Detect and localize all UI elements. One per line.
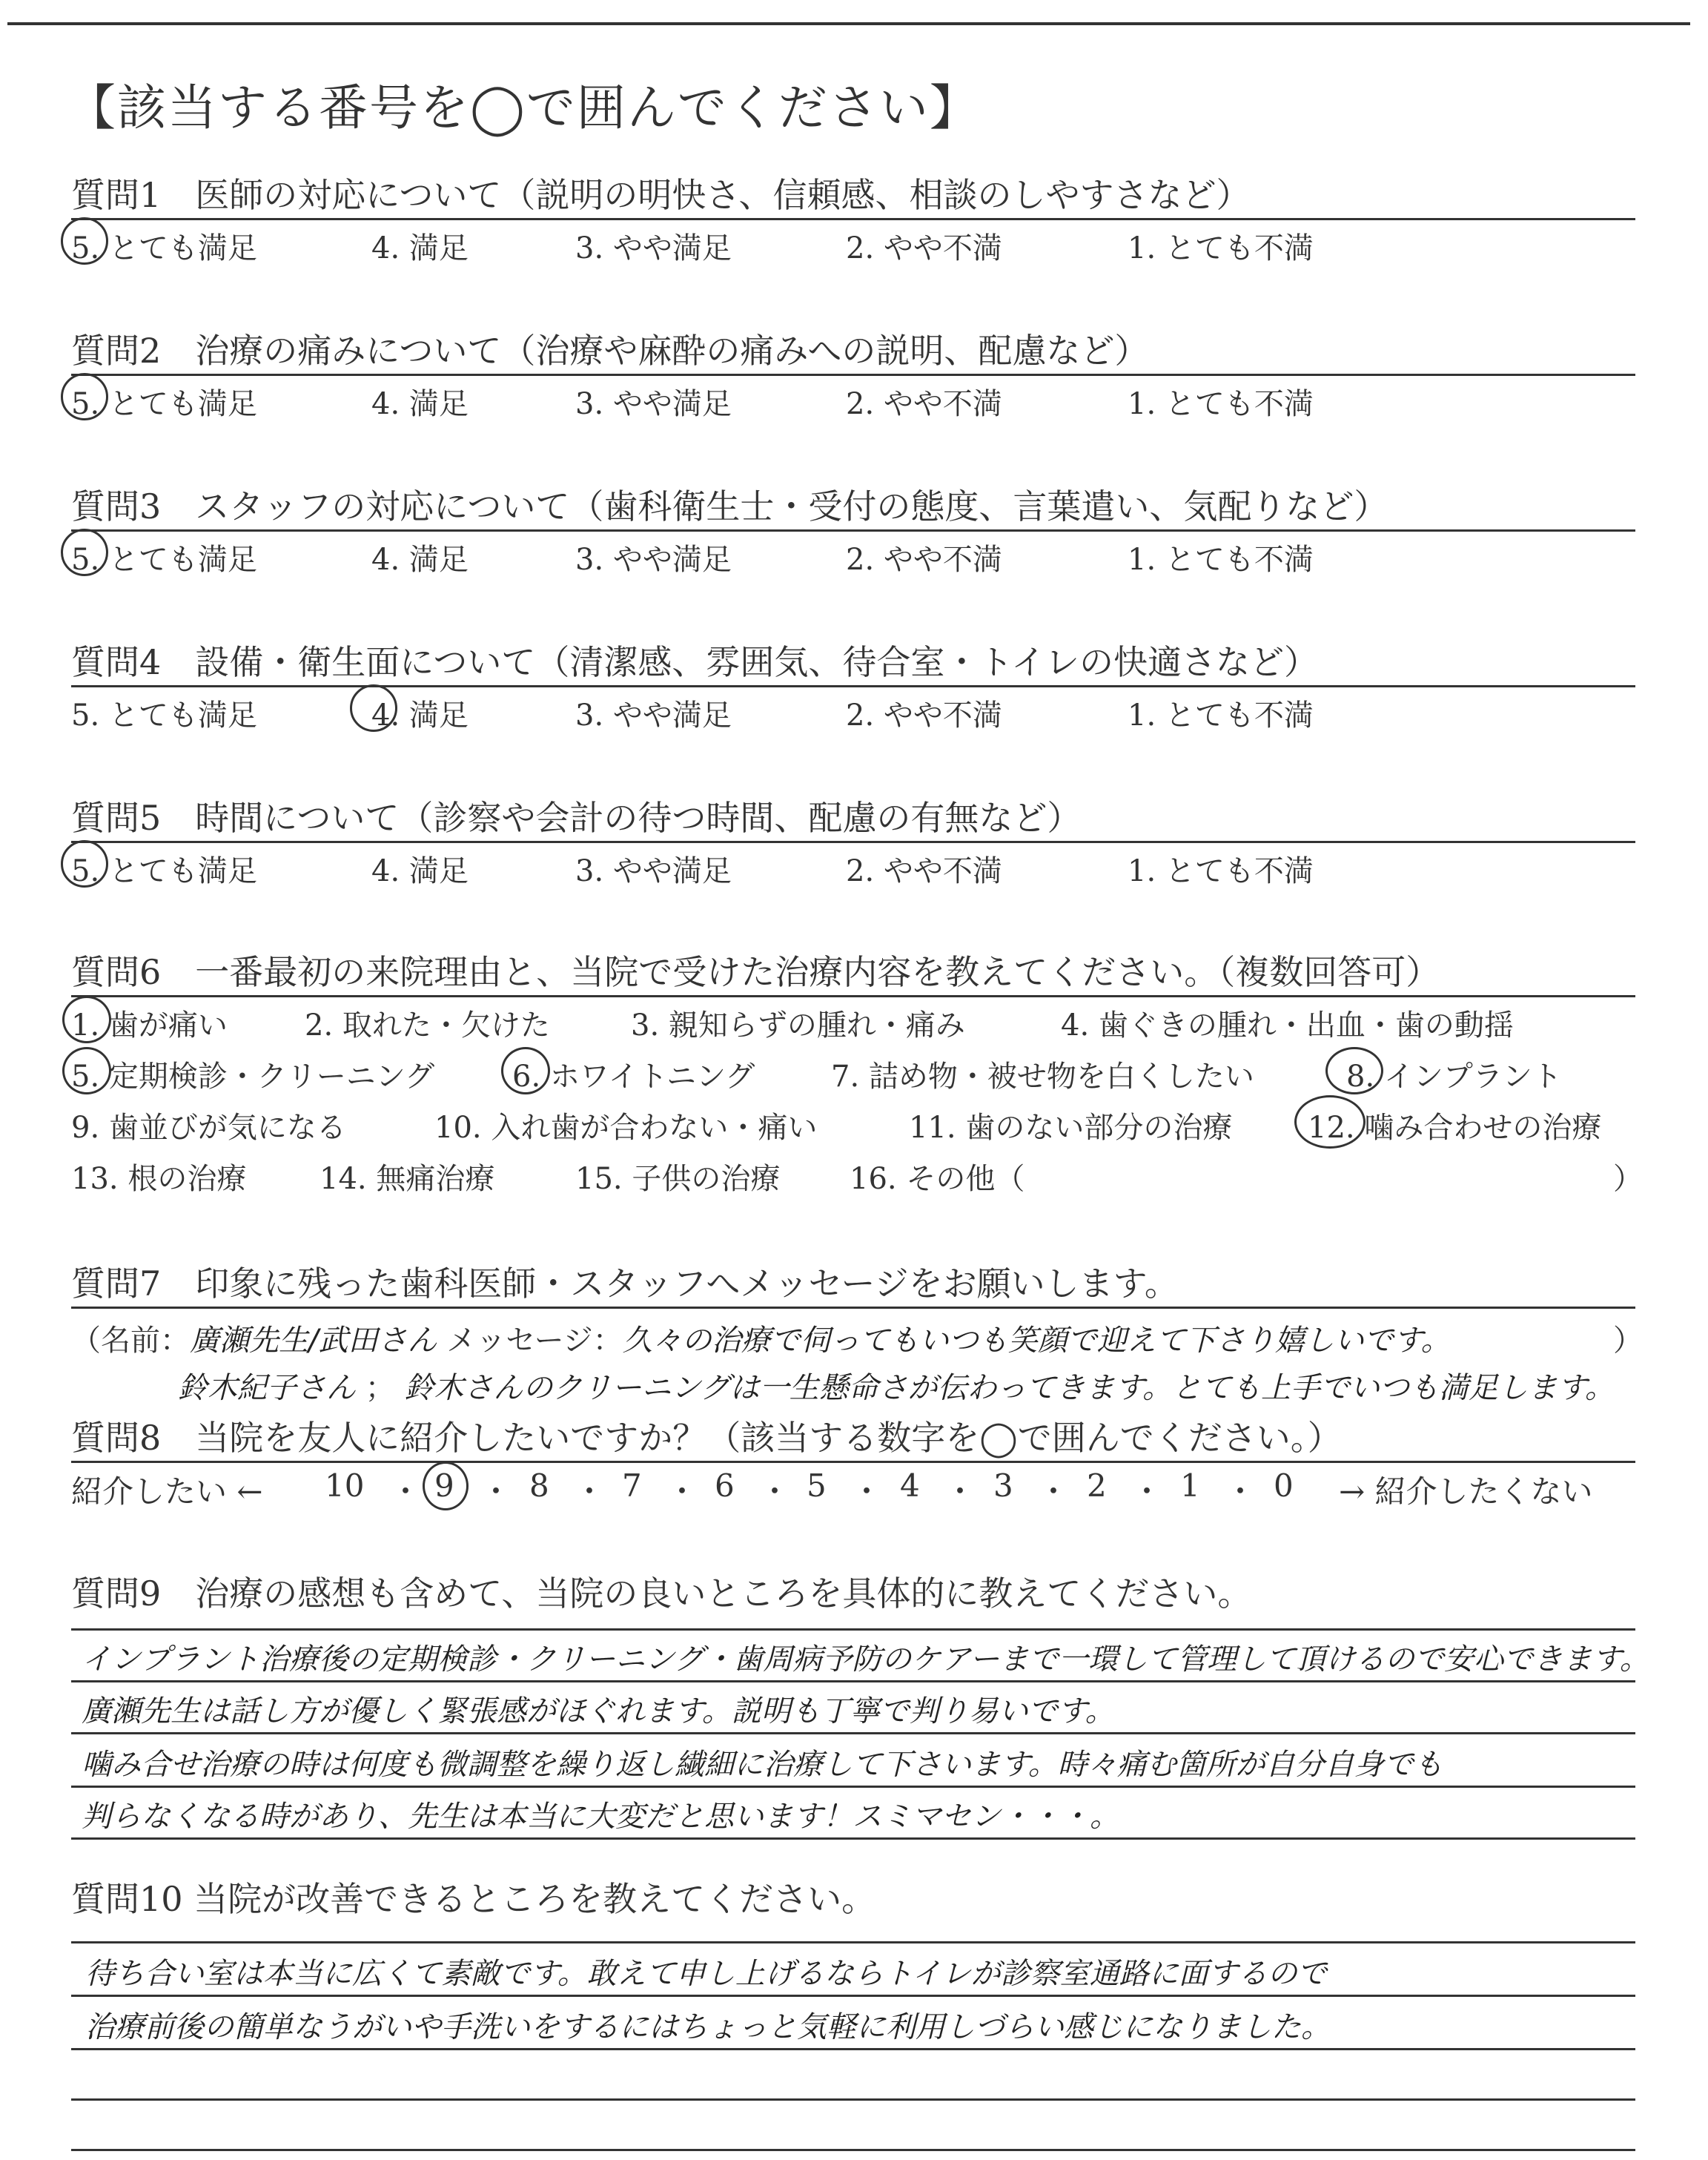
q6-selected-circle-6: [501, 1047, 550, 1094]
q4-option-4[interactable]: 4. 満足: [371, 698, 469, 733]
q6-option-10[interactable]: 10. 入れ歯が合わない・痛い: [434, 1111, 818, 1145]
q6-option-11[interactable]: 11. 歯のない部分の治療: [909, 1111, 1233, 1145]
q8-scale: [71, 1463, 1635, 1510]
page-top-border: [7, 22, 1690, 25]
q6-option-3[interactable]: 3. 親知らずの腫れ・痛み: [631, 1008, 965, 1043]
q8-dot: ・: [944, 1473, 976, 1510]
q8-scale-6[interactable]: 6: [715, 1467, 735, 1504]
q6-option-9[interactable]: 9. 歯並びが気になる: [71, 1111, 346, 1145]
q9-answer-line-2[interactable]: 廣瀬先生は話し方が優しく緊張感がほぐれます。説明も丁寧で判り易いです。: [82, 1694, 1115, 1728]
q3-option-4[interactable]: 4. 満足: [371, 543, 469, 577]
q6-option-12[interactable]: 12. 噛み合わせの治療: [1308, 1111, 1602, 1145]
q6-selected-circle-5: [62, 1047, 111, 1094]
q8-dot: ・: [666, 1473, 698, 1510]
q8-scale-8[interactable]: 8: [529, 1467, 549, 1504]
q6-option-16[interactable]: 16. その他（: [850, 1162, 1025, 1196]
question-1-title: 質問1 医師の対応について（説明の明快さ、信頼感、相談のしやすさなど）: [71, 175, 1251, 215]
question-9-title: 質問9 治療の感想も含めて、当院の良いところを具体的に教えてください。: [71, 1573, 1252, 1614]
q6-row-1: [71, 997, 1635, 1048]
q1-option-5[interactable]: 5. とても満足: [71, 231, 257, 265]
q3-selected-circle: [61, 529, 108, 576]
question-10-title: 質問10 当院が改善できるところを教えてください。: [71, 1879, 876, 1919]
q1-option-1[interactable]: 1. とても不満: [1128, 231, 1314, 265]
q6-option-1[interactable]: 1. 歯が痛い: [71, 1008, 228, 1043]
q5-option-5[interactable]: 5. とても満足: [71, 854, 257, 888]
q6-selected-circle-1: [62, 996, 111, 1043]
q10-answer-line-1[interactable]: 待ち合い室は本当に広くて素敵です。敢えて申し上げるならトイレが診察室通路に面するので: [85, 1957, 1327, 1991]
q8-dot: ・: [390, 1473, 422, 1510]
question-5-title: 質問5 時間について（診察や会計の待つ時間、配慮の有無など）: [71, 798, 1082, 838]
q8-dot: ・: [480, 1473, 512, 1510]
q7-message-row-1: [71, 1317, 1451, 1359]
question-5-options: [71, 843, 1635, 888]
q7-message-label: メッセージ：: [446, 1324, 623, 1358]
q6-option-15[interactable]: 15. 子供の治療: [575, 1162, 781, 1196]
q8-scale-7[interactable]: 7: [622, 1467, 642, 1504]
question-4-title: 質問4 設備・衛生面について（清潔感、雰囲気、待合室・トイレの快適さなど）: [71, 642, 1319, 682]
question-10: [71, 1876, 1635, 1922]
q8-dot: ・: [574, 1473, 606, 1510]
page-title: 【該当する番号を◯で囲んでください】: [67, 79, 980, 136]
q6-option-16-close: ）: [1613, 1162, 1643, 1196]
q6-option-13[interactable]: 13. 根の治療: [71, 1162, 247, 1196]
q4-option-1[interactable]: 1. とても不満: [1128, 698, 1314, 733]
q6-row-2: [71, 1048, 1635, 1100]
question-8: [71, 1415, 1635, 1510]
q6-option-8[interactable]: 8. インプラント: [1346, 1060, 1562, 1094]
q7-name-1[interactable]: 廣瀬先生/武田さん: [190, 1324, 437, 1358]
q10-line: [71, 2149, 1635, 2151]
q7-separator: ；: [365, 1371, 395, 1405]
q8-scale-9[interactable]: 9: [434, 1467, 454, 1504]
q7-message-1[interactable]: 久々の治療で伺ってもいつも笑顔で迎えて下さり嬉しいです。: [622, 1324, 1451, 1358]
q6-selected-circle-12: [1294, 1095, 1366, 1149]
q1-option-2[interactable]: 2. やや不満: [846, 231, 1002, 265]
q9-line: [71, 1680, 1635, 1682]
q8-dot: ・: [1225, 1473, 1257, 1510]
question-3-title: 質問3 スタッフの対応について（歯科衛生士・受付の態度、言葉遣い、気配りなど）: [71, 486, 1388, 526]
q10-answer-line-2[interactable]: 治療前後の簡単なうがいや手洗いをするにはちょっと気軽に利用しづらい感じになりました。: [85, 2010, 1331, 2044]
question-7-title: 質問7 印象に残った歯科医師・スタッフへメッセージをお願いします。: [71, 1264, 1179, 1304]
q4-option-3[interactable]: 3. やや満足: [575, 698, 732, 733]
q10-line: [71, 1995, 1635, 1997]
q9-line: [71, 1628, 1635, 1631]
q6-option-2[interactable]: 2. 取れた・欠けた: [305, 1008, 550, 1043]
q8-scale-0[interactable]: 0: [1274, 1467, 1294, 1504]
q8-dot: ・: [759, 1473, 791, 1510]
question-2-title: 質問2 治療の痛みについて（治療や麻酔の痛みへの説明、配慮など）: [71, 331, 1149, 371]
question-6-title: 質問6 一番最初の来院理由と、当院で受けた治療内容を教えてください。（複数回答可）: [71, 952, 1440, 992]
q6-selected-circle-8: [1325, 1047, 1383, 1094]
q6-row-3: [71, 1100, 1635, 1151]
q1-option-3[interactable]: 3. やや満足: [575, 231, 732, 265]
question-5: [71, 795, 1635, 888]
q5-option-2[interactable]: 2. やや不満: [846, 854, 1002, 888]
question-6: [71, 949, 1643, 1202]
q3-option-2[interactable]: 2. やや不満: [846, 543, 1002, 577]
question-4-options: [71, 687, 1635, 732]
question-3-options: [71, 532, 1635, 576]
q3-option-1[interactable]: 1. とても不満: [1128, 543, 1314, 577]
q7-name-label: （名前：: [71, 1324, 190, 1358]
q8-selected-circle: [423, 1462, 469, 1510]
q8-scale-4[interactable]: 4: [900, 1467, 920, 1504]
q3-option-5[interactable]: 5. とても満足: [71, 543, 257, 577]
q7-close-paren: ）: [1613, 1324, 1643, 1358]
q1-option-4[interactable]: 4. 満足: [371, 231, 469, 265]
q8-dot: ・: [851, 1473, 883, 1510]
q8-right-label: → 紹介したくない: [1339, 1473, 1593, 1510]
q7-message-row-2: [178, 1364, 1615, 1407]
question-2-options: [71, 376, 1635, 420]
q8-dot: ・: [1131, 1473, 1163, 1510]
q9-answer-line-1[interactable]: インプラント治療後の定期検診・クリーニング・歯周病予防のケアーまで一環して管理して頂けるので安心できます。: [82, 1642, 1649, 1677]
q8-scale-5[interactable]: 5: [807, 1467, 827, 1504]
q8-dot: ・: [1038, 1473, 1070, 1510]
q4-selected-circle: [350, 684, 397, 732]
q2-option-5[interactable]: 5. とても満足: [71, 387, 257, 421]
q6-option-14[interactable]: 14. 無痛治療: [320, 1162, 495, 1196]
question-7: [71, 1261, 1635, 1309]
q9-answer-line-3[interactable]: 噛み合せ治療の時は何度も微調整を繰り返し繊細に治療して下さいます。時々痛む箇所が自分自身でも: [82, 1748, 1443, 1782]
q10-line: [71, 2098, 1635, 2101]
q6-option-5[interactable]: 5. 定期検診・クリーニング: [71, 1060, 435, 1094]
q9-line: [71, 1837, 1635, 1840]
q5-option-3[interactable]: 3. やや満足: [575, 854, 732, 888]
question-1-options: [71, 220, 1635, 265]
question-4: [71, 639, 1635, 732]
q5-option-4[interactable]: 4. 満足: [371, 854, 469, 888]
q8-left-label: 紹介したい ←: [71, 1473, 263, 1510]
q1-selected-circle: [61, 217, 108, 265]
q8-scale-3[interactable]: 3: [993, 1467, 1013, 1504]
q6-option-6[interactable]: 6. ホワイトニング: [512, 1060, 755, 1094]
q6-option-7[interactable]: 7. 詰め物・被せ物を白くしたい: [831, 1060, 1254, 1094]
q5-selected-circle: [61, 840, 108, 888]
question-7-rule: [71, 1307, 1635, 1309]
q4-option-2[interactable]: 2. やや不満: [846, 698, 1002, 733]
q8-scale-2[interactable]: 2: [1087, 1467, 1107, 1504]
q4-option-5[interactable]: 5. とても満足: [71, 698, 257, 733]
question-2: [71, 328, 1635, 420]
q2-option-1[interactable]: 1. とても不満: [1128, 387, 1314, 421]
q7-name-2[interactable]: 鈴木紀子さん: [178, 1371, 356, 1405]
question-3: [71, 483, 1635, 576]
q5-option-1[interactable]: 1. とても不満: [1128, 854, 1314, 888]
q2-selected-circle: [61, 373, 108, 420]
q9-answer-line-4[interactable]: 判らなくなる時があり、先生は本当に大変だと思います！スミマセン・・・。: [82, 1800, 1119, 1834]
question-9: [71, 1571, 1635, 1616]
q8-scale-10[interactable]: 10: [325, 1467, 365, 1504]
q8-scale-1[interactable]: 1: [1180, 1467, 1200, 1504]
question-8-title: 質問8 当院を友人に紹介したいですか？（該当する数字を◯で囲んでください。）: [71, 1418, 1342, 1458]
q2-option-4[interactable]: 4. 満足: [371, 387, 469, 421]
q7-message-2[interactable]: 鈴木さんのクリーニングは一生懸命さが伝わってきます。とても上手でいつも満足します。: [404, 1371, 1615, 1405]
q2-option-3[interactable]: 3. やや満足: [575, 387, 732, 421]
question-1: [71, 172, 1635, 265]
q10-line: [71, 2048, 1635, 2050]
q2-option-2[interactable]: 2. やや不満: [846, 387, 1002, 421]
q6-option-4[interactable]: 4. 歯ぐきの腫れ・出血・歯の動揺: [1061, 1008, 1514, 1043]
q9-line: [71, 1732, 1635, 1734]
q6-row-4: [71, 1151, 1643, 1202]
q10-line: [71, 1941, 1635, 1943]
q9-line: [71, 1786, 1635, 1788]
q3-option-3[interactable]: 3. やや満足: [575, 543, 732, 577]
